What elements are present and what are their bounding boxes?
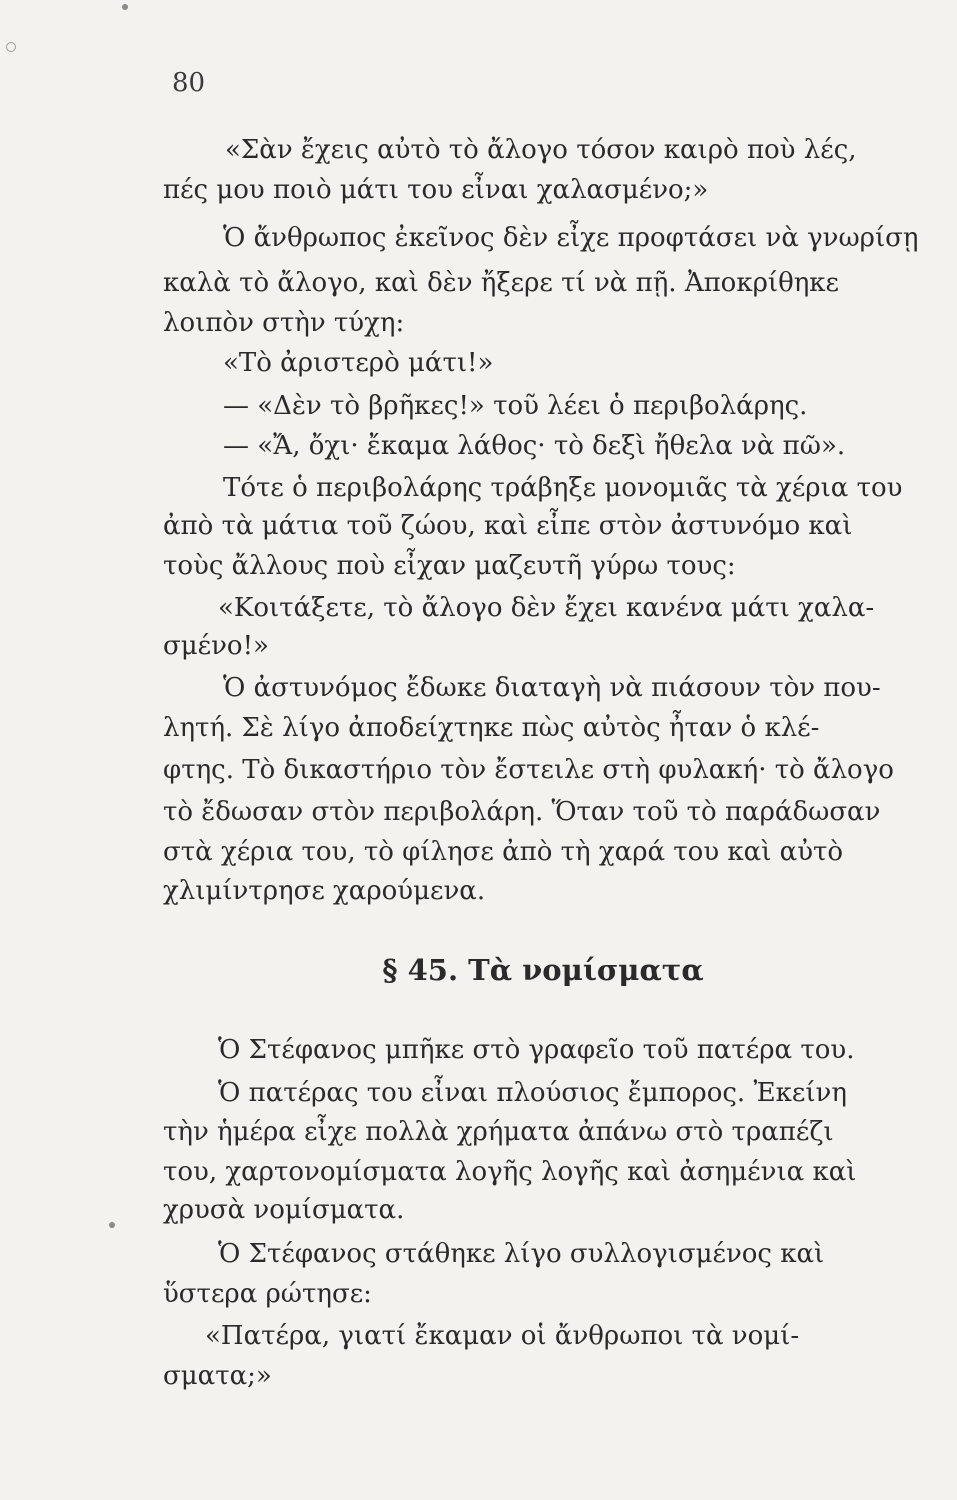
text-line: Ὁ ἄνθρωπος ἐκεῖνος δὲν εἶχε προφτάσει νὰ γνωρίσῃ (223, 223, 919, 253)
section-heading: § 45. Τὰ νομίσματα (382, 953, 704, 987)
text-line: τὸ ἔδωσαν στὸν περιβολάρη. Ὅταν τοῦ τὸ παράδωσαν (163, 797, 881, 827)
margin-mark-dot (109, 1222, 115, 1228)
text-line: «Κοιτάξετε, τὸ ἄλογο δὲν ἔχει κανένα μάτι χαλα- (218, 593, 875, 623)
text-line: χλιμίντρησε χαρούμενα. (163, 876, 486, 906)
text-line: σματα;» (163, 1361, 272, 1391)
text-line: χρυσὰ νομίσματα. (163, 1195, 405, 1225)
text-line: καλὰ τὸ ἄλογο, καὶ δὲν ἤξερε τί νὰ πῇ. Ἀποκρίθηκε (163, 268, 840, 298)
text-line: «Σὰν ἔχεις αὐτὸ τὸ ἄλογο τόσον καιρὸ ποὺ λές, (225, 135, 857, 165)
margin-mark-dot (122, 4, 128, 10)
margin-mark-ring (6, 42, 16, 52)
text-line: τὴν ἡμέρα εἶχε πολλὰ χρήματα ἀπάνω στὸ τραπέζι (163, 1117, 834, 1147)
text-line: Ὁ ἀστυνόμος ἔδωκε διαταγὴ νὰ πιάσουν τὸν που- (223, 673, 881, 703)
text-line: του, χαρτονομίσματα λογῆς λογῆς καὶ ἀσημένια καὶ (163, 1157, 857, 1187)
page-number: 80 (172, 68, 206, 98)
text-line: — «Δὲν τὸ βρῆκες!» τοῦ λέει ὁ περιβολάρης. (223, 391, 808, 421)
text-line: ἀπὸ τὰ μάτια τοῦ ζώου, καὶ εἶπε στὸν ἀστυνόμο καὶ (163, 511, 853, 541)
text-line: ὕστερα ρώτησε: (163, 1279, 372, 1309)
text-line: — «Ἄ, ὄχι· ἔκαμα λάθος· τὸ δεξὶ ἤθελα νὰ πῶ». (223, 431, 846, 461)
text-line: τοὺς ἄλλους ποὺ εἶχαν μαζευτῆ γύρω τους: (163, 551, 736, 581)
text-line: πές μου ποιὸ μάτι του εἶναι χαλασμένο;» (163, 175, 709, 205)
text-line: Ὁ Στέφανος στάθηκε λίγο συλλογισμένος καὶ (218, 1239, 825, 1269)
text-line: φτης. Τὸ δικαστήριο τὸν ἔστειλε στὴ φυλακή· τὸ ἄλογο (163, 755, 894, 785)
text-line: Ὁ πατέρας του εἶναι πλούσιος ἔμπορος. Ἐκείνη (218, 1078, 847, 1108)
text-line: «Πατέρα, γιατί ἔκαμαν οἱ ἄνθρωποι τὰ νομί- (205, 1321, 800, 1351)
text-line: λοιπὸν στὴν τύχη: (163, 308, 405, 338)
text-line: «Τὸ ἀριστερὸ μάτι!» (223, 348, 494, 378)
text-line: Ὁ Στέφανος μπῆκε στὸ γραφεῖο τοῦ πατέρα του. (218, 1035, 855, 1065)
text-line: λητή. Σὲ λίγο ἀποδείχτηκε πὼς αὐτὸς ἦταν ὁ κλέ- (163, 713, 820, 743)
text-line: Τότε ὁ περιβολάρης τράβηξε μονομιᾶς τὰ χέρια του (223, 473, 903, 503)
text-line: στὰ χέρια του, τὸ φίλησε ἀπὸ τὴ χαρά του καὶ αὐτὸ (163, 837, 844, 867)
text-line: σμένο!» (163, 631, 269, 661)
